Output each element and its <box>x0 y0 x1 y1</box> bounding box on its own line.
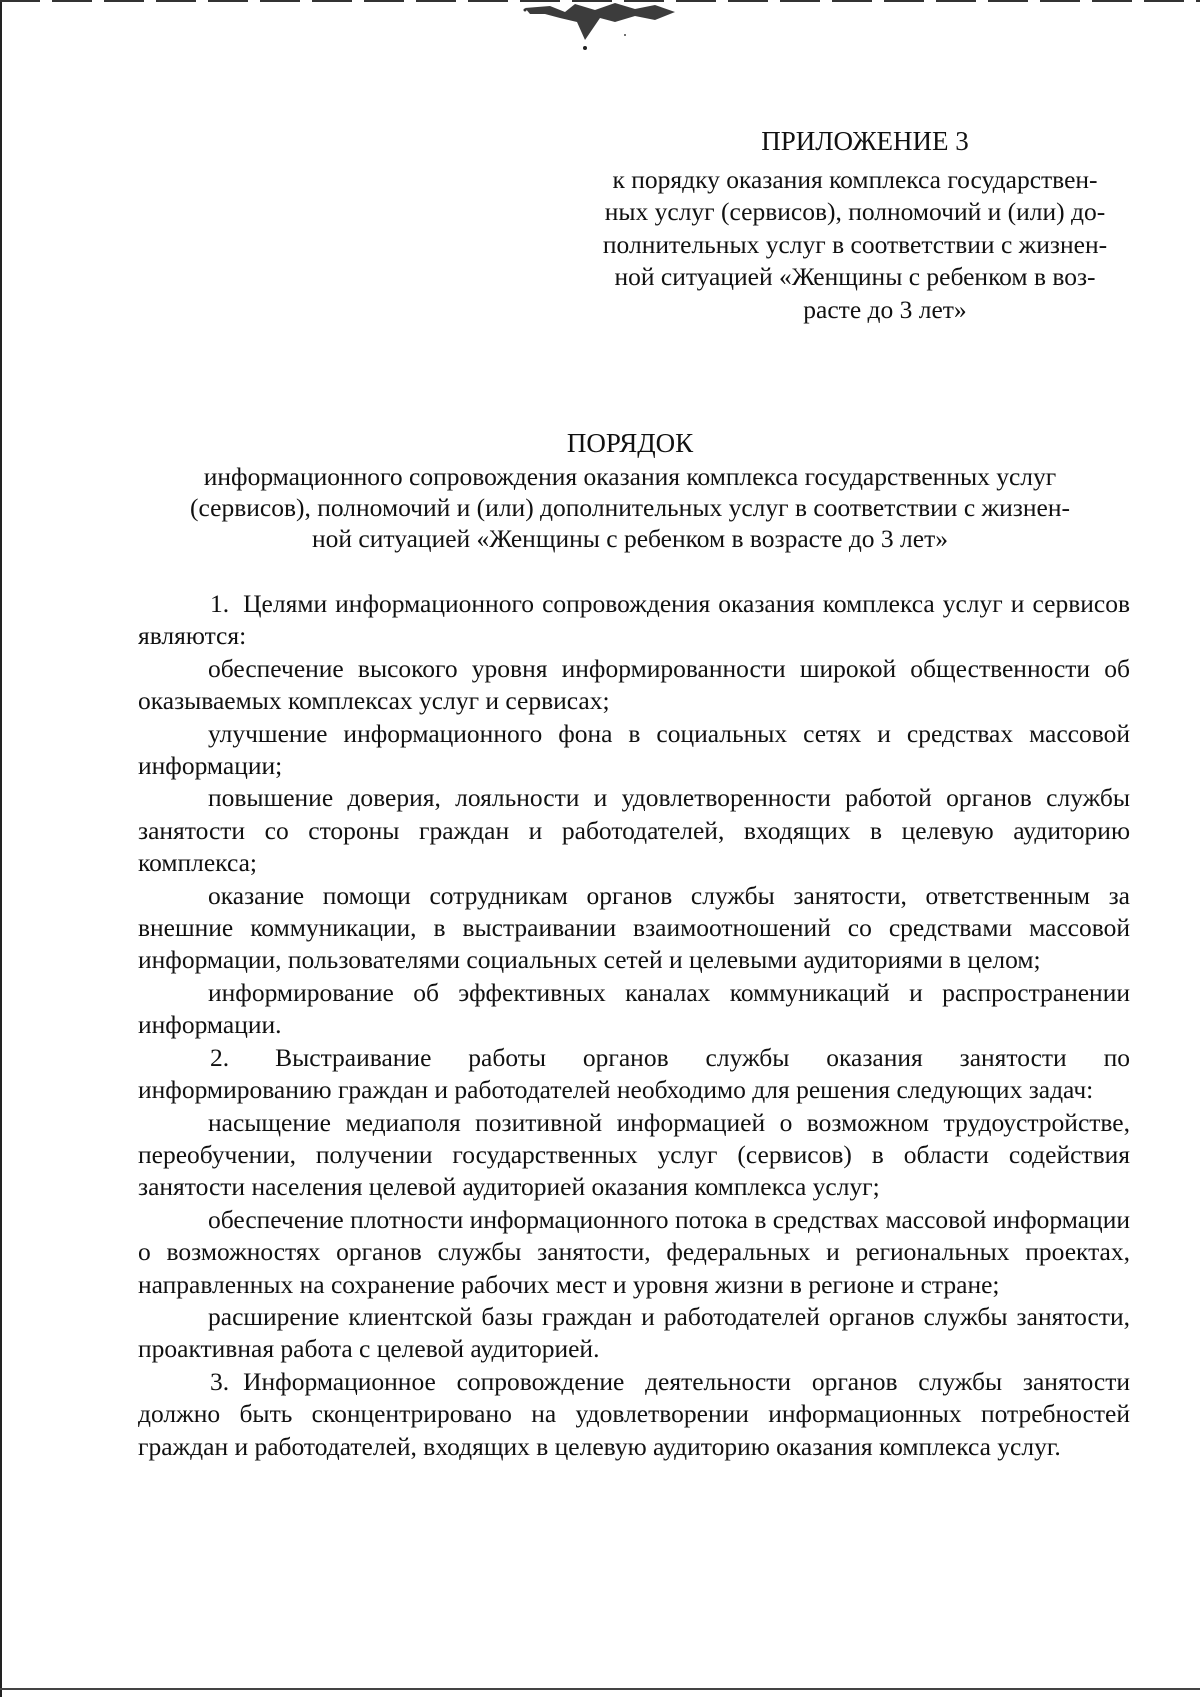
document-title-line: (сервисов), полномочий и (или) дополнительных услуг в соответствии с жизнен- <box>190 493 1070 522</box>
paragraph-3 <box>138 1366 1130 1463</box>
scan-border-bottom <box>0 1688 1200 1690</box>
paragraph-number: 2. <box>210 1042 230 1072</box>
document-title-line: ной ситуацией «Женщины с ребенком в возрасте до 3 лет» <box>312 524 948 553</box>
paragraph-number: 1. <box>210 589 230 618</box>
stamp-smudge <box>505 0 705 55</box>
paragraph-text: Выстраивание работы органов службы оказания занятости по информированию граждан и работодателей необходимо для решения следующих задач: <box>138 1042 1130 1105</box>
list-item: оказание помощи сотрудникам органов службы занятости, ответственным за внешние коммуникации, в выстраивании взаимоотношений со средствами массовой информации, пользователями социальных сетей и целевыми аудиториями в целом; <box>138 880 1130 975</box>
appendix-line: полнительных услуг в соответствии с жизнен- <box>602 229 1108 259</box>
document-title <box>130 428 1130 554</box>
list-item: расширение клиентской базы граждан и работодателей органов службы занятости, проактивная работа с целевой аудиторией. <box>138 1301 1130 1364</box>
appendix-line: к порядку оказания комплекса государствен- <box>612 164 1098 194</box>
paragraph-text: Целями информационного сопровождения оказания комплекса услуг и сервисов являются: <box>138 589 1130 651</box>
appendix-block <box>575 125 1135 326</box>
list-item: обеспечение высокого уровня информированности широкой общественности об оказываемых комплексах услуг и сервисах; <box>138 653 1130 716</box>
appendix-line: расте до 3 лет» <box>803 294 967 324</box>
list-item: обеспечение плотности информационного потока в средствах массовой информации о возможностях органов службы занятости, федеральных и региональных проектах, направленных на сохранение рабочих мест и уровня жизни в регионе и стране; <box>138 1204 1130 1299</box>
appendix-line: ных услуг (сервисов), полномочий и (или) до- <box>604 197 1106 226</box>
document-body <box>138 588 1130 1463</box>
paragraph-text: Информационное сопровождение деятельности органов службы занятости должно быть сконцентрировано на удовлетворении информационных потребностей граждан и работодателей, входящих в целевую аудиторию оказания комплекса услуг. <box>138 1366 1130 1461</box>
list-item: улучшение информационного фона в социальных сетях и средствах массовой информации; <box>138 718 1130 781</box>
paragraph-number: 3. <box>210 1366 230 1396</box>
appendix-title: ПРИЛОЖЕНИЕ 3 <box>761 126 969 156</box>
paragraph-2 <box>138 1042 1130 1107</box>
list-item: повышение доверия, лояльности и удовлетворенности работой органов службы занятости со стороны граждан и работодателей, входящих в целевую аудиторию комплекса; <box>138 783 1130 878</box>
paragraph-1 <box>138 588 1130 653</box>
document-title-main: ПОРЯДОК <box>566 428 694 458</box>
appendix-line: ной ситуацией «Женщины с ребенком в воз- <box>614 262 1096 291</box>
list-item: насыщение медиаполя позитивной информацией о возможном трудоустройстве, переобучении, получении государственных услуг (сервисов) в области содействия занятости населения целевой аудиторией оказания комплекса услуг; <box>138 1107 1130 1202</box>
document-title-line: информационного сопровождения оказания комплекса государственных услуг <box>203 462 1057 491</box>
scan-border-left <box>0 0 2 1697</box>
list-item: информирование об эффективных каналах коммуникаций и распространении информации. <box>138 977 1130 1040</box>
